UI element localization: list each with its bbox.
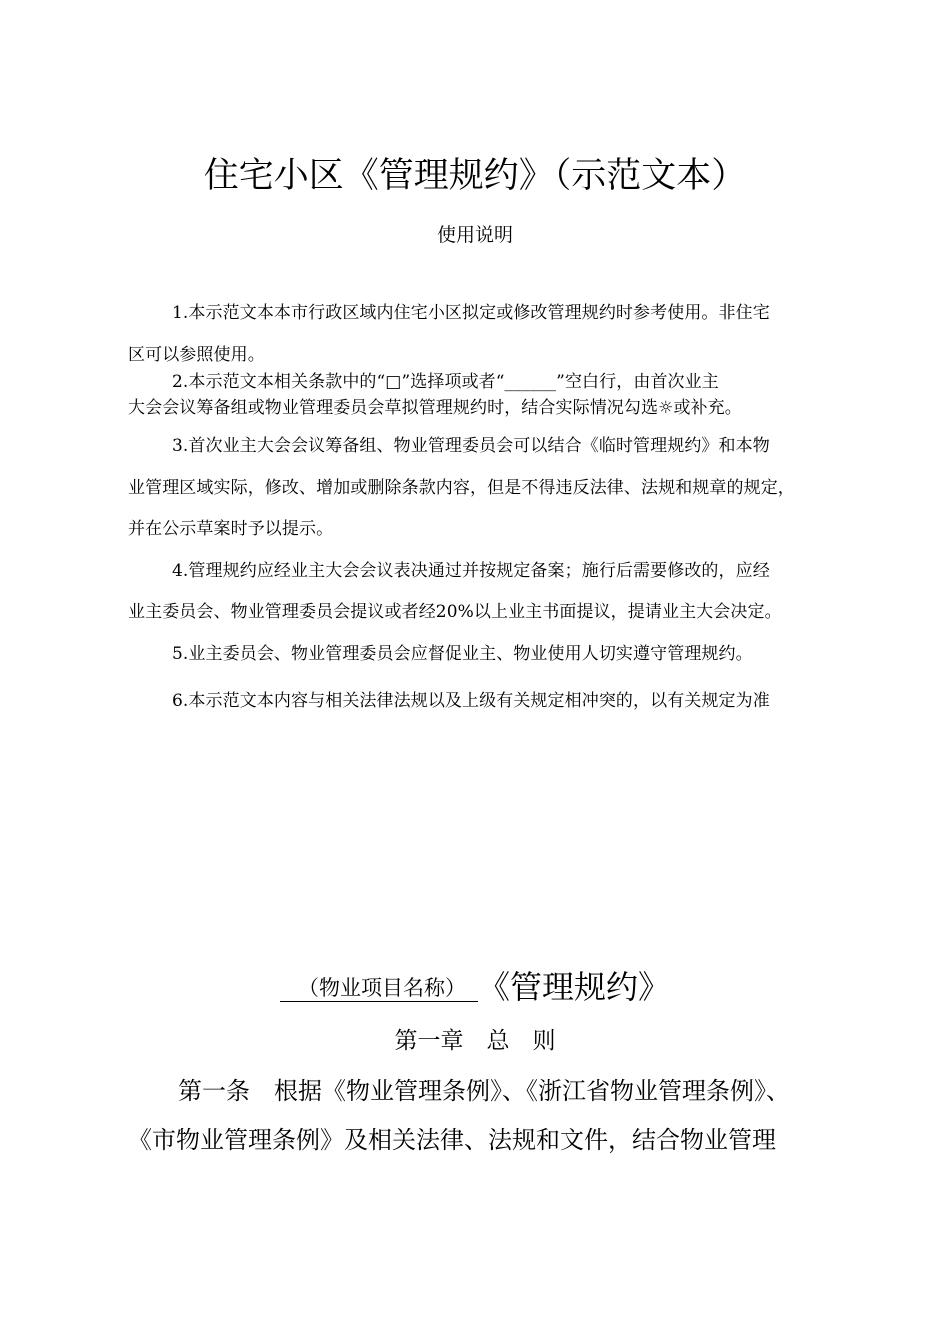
usage-line-4: 大会会议筹备组或物业管理委员会草拟管理规约时，结合实际情况勾选☼或补充。 <box>128 398 742 418</box>
project-name-blank: （物业项目名称） <box>280 978 478 1002</box>
usage-line-6: 业管理区域实际，修改、增加或删除条款内容，但是不得违反法律、法规和规章的规定， <box>128 478 795 498</box>
usage-line-2: 区可以参照使用。 <box>128 345 265 365</box>
usage-line-1: 1.本示范文本本市行政区域内住宅小区拟定或修改管理规约时参考使用。非住宅 <box>172 303 770 323</box>
charter-heading <box>0 962 950 1008</box>
usage-line-9: 业主委员会、物业管理委员会提议或者经20%以上业主书面提议，提请业主大会决定。 <box>128 602 782 622</box>
article-line-2: 《市物业管理条例》及相关法律、法规和文件，结合物业管理 <box>128 1126 776 1154</box>
article-line-1: 第一条 根据《物业管理条例》、《浙江省物业管理条例》、 <box>178 1077 790 1105</box>
usage-line-8: 4.管理规约应经业主大会会议表决通过并按规定备案；施行后需要修改的，应经 <box>172 561 770 581</box>
usage-line-10: 5.业主委员会、物业管理委员会应督促业主、物业使用人切实遵守管理规约。 <box>172 644 753 664</box>
usage-heading: 使用说明 <box>436 224 513 246</box>
usage-line-5: 3.首次业主大会会议筹备组、物业管理委员会可以结合《临时管理规约》和本物 <box>172 436 770 456</box>
usage-line-7: 并在公示草案时予以提示。 <box>128 519 334 539</box>
charter-title: 《管理规约》 <box>477 968 670 1006</box>
usage-line-11: 6.本示范文本内容与相关法律法规以及上级有关规定相冲突的，以有关规定为准 <box>172 691 770 711</box>
chapter-heading: 第一章 总 则 <box>394 1028 556 1054</box>
document-title: 住宅小区《管理规约》（示范文本） <box>203 156 747 196</box>
usage-line-3: 2.本示范文本相关条款中的“□”选择项或者“______”空白行，由首次业主 <box>172 372 719 392</box>
